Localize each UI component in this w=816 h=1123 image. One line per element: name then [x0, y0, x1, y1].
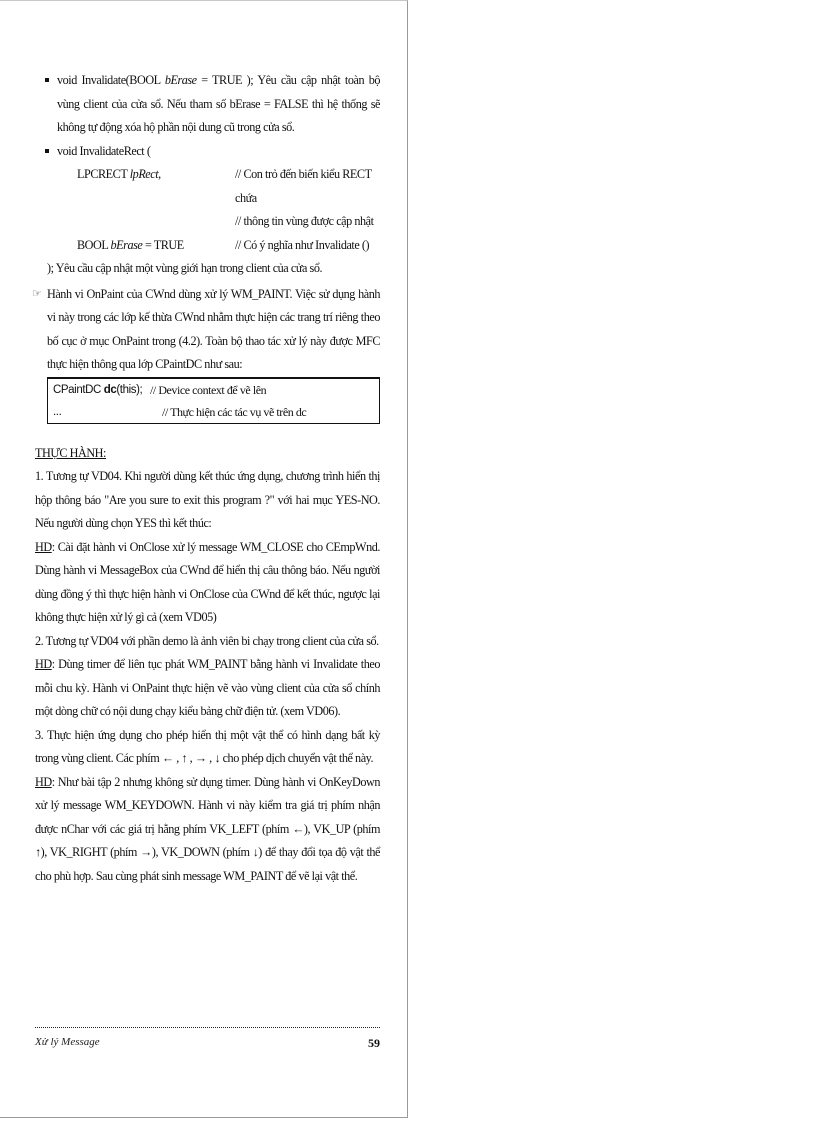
page-content	[32, 69, 380, 888]
param-name: bErase	[110, 237, 143, 252]
onpaint-note-text: Hành vi OnPaint của CWnd dùng xử lý WM_PAINT. Việc sử dụng hành vi này trong các lớp kế thừa CWnd nhằm thực hiện các trang trí riêng theo bố cục ở mục OnPaint trong (4.2). Toàn bộ thao tác xử lý này được MFC thực hiện thông qua lớp CPaintDC như sau:	[47, 286, 380, 371]
bullet-invalidaterect-text: void InvalidateRect (	[57, 143, 151, 158]
exercise-3: 3. Thực hiện ứng dụng cho phép hiển thị một vật thể có hình dạng bất kỳ trong vùng client. Các phím ← , ↑ , → , ↓ cho phép dịch chuyển vật thể này.	[35, 727, 380, 765]
code-line	[53, 401, 379, 423]
param-suffix: ,	[158, 167, 161, 181]
param-line	[35, 210, 380, 234]
param-type: LPCRECT	[77, 167, 130, 181]
practice-heading: THỰC HÀNH:	[35, 445, 106, 460]
param-comment: // thông tin vùng được cập nhật	[235, 214, 374, 228]
hint-label: HD	[35, 539, 52, 554]
hint-text: : Cài đặt hành vi OnClose xử lý message WM_CLOSE cho CEmpWnd. Dùng hành vi MessageBox của CWnd để hiển thị câu thông báo. Nếu người dùng đồng ý thì thực hiện hành vi OnClose của CWnd để kết thúc, ngược lại không thực hiện xử lý gì cả (xem VD05)	[35, 539, 380, 624]
param-line	[35, 234, 380, 258]
code-ellipsis: ...	[53, 405, 62, 418]
code-class: CPaintDC	[53, 383, 104, 396]
pointing-hand-icon: ☞	[32, 287, 42, 300]
code-args: (this);	[116, 383, 143, 396]
exercise-1: 1. Tương tự VD04. Khi người dùng kết thúc ứng dụng, chương trình hiển thị hộp thông báo "Are you sure to exit this program ?" với hai mục YES-NO. Nếu người dùng chọn YES thì kết thúc:	[35, 469, 380, 530]
hint-text: : Dùng timer để liên tục phát WM_PAINT bằng hành vi Invalidate theo mỗi chu kỳ. Hành vi OnPaint thực hiện vẽ vào vùng client của cửa sổ chính một dòng chữ có nội dung chạy kiểu bảng chữ điện tử. (xem VD06).	[35, 657, 380, 718]
code-comment: // Thực hiện các tác vụ vẽ trên dc	[162, 404, 307, 419]
invalidaterect-closing: ); Yêu cầu cập nhật một vùng giới hạn trong client của cửa sổ.	[47, 261, 323, 275]
param-name: lpRect	[129, 167, 159, 181]
param-comment: // Có ý nghĩa như Invalidate ()	[235, 237, 370, 252]
code-line	[53, 379, 379, 401]
param-suffix: = TRUE	[142, 237, 184, 252]
document-page	[0, 0, 408, 1118]
bullet-invalidate	[35, 69, 380, 140]
onpaint-note	[32, 283, 380, 377]
bullet-invalidaterect	[35, 140, 380, 164]
param-comment: // Con trỏ đến biến kiểu RECT chứa	[235, 167, 372, 205]
exercise-3-hint	[35, 771, 380, 889]
bullet-square-icon	[45, 149, 49, 153]
bullet-square-icon	[45, 78, 49, 82]
hint-label: HD	[35, 657, 52, 671]
param-line	[35, 163, 380, 210]
exercise-2-hint	[35, 653, 380, 724]
code-comment: // Device context để vẽ lên	[150, 382, 267, 397]
param-type: BOOL	[77, 237, 111, 252]
bullet-invalidate-text: = TRUE ); Yêu cầu cập nhật toàn bộ vùng client của cửa sổ. Nếu tham số bErase = FALSE thì hệ thống sẽ không tự động xóa hộ phần nội dung cũ trong cửa sổ.	[57, 73, 380, 134]
bullet-invalidate-prefix: void Invalidate(BOOL	[57, 73, 165, 87]
hint-text: : Như bài tập 2 nhưng không sử dụng timer. Dùng hành vi OnKeyDown xử lý message WM_KEYDOWN. Hành vi này kiểm tra giá trị phím nhận được nChar với các giá trị hằng phím VK_LEFT (phím ←), VK_UP (phím ↑), VK_RIGHT (phím →), VK_DOWN (phím ↓) để thay đổi tọa độ vật thể cho phù hợp. Sau cùng phát sinh message WM_PAINT để vẽ lại vật thể.	[35, 774, 380, 883]
bullet-invalidate-param: bErase	[164, 73, 197, 87]
hint-label: HD	[35, 774, 52, 789]
code-box	[47, 377, 380, 424]
footer-chapter: Xử lý Message	[35, 1036, 100, 1048]
exercise-2: 2. Tương tự VD04 với phần demo là ảnh viên bi chạy trong client của cửa sổ.	[35, 633, 379, 648]
code-variable: dc	[103, 383, 117, 396]
footer-divider	[35, 1027, 380, 1028]
page-number: 59	[368, 1036, 380, 1050]
exercise-1-hint	[35, 536, 380, 630]
